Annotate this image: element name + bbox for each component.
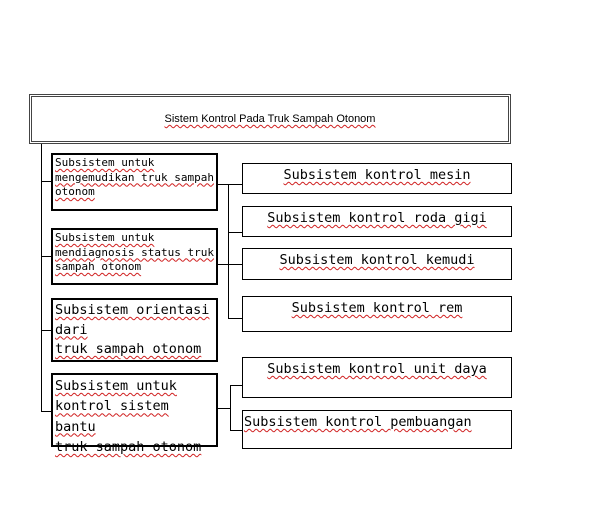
left-box-line: kontrol sistem bantu	[55, 398, 169, 435]
right-box-label: Subsistem kontrol unit daya	[267, 361, 487, 377]
left-box-mengemudikan	[51, 153, 218, 211]
connector-group2-in	[217, 408, 230, 409]
connector-group1-vertical	[228, 184, 229, 319]
left-box-orientasi	[51, 298, 218, 362]
connector-to-unit-daya	[230, 385, 242, 386]
left-box-line: otonom	[55, 185, 95, 199]
right-box-label: Subsistem kontrol pembuangan	[244, 414, 472, 430]
connector-group1-out	[217, 184, 228, 185]
left-box-line: Subsistem untuk	[55, 231, 155, 244]
left-box-line: truk sampah otonom	[55, 438, 202, 455]
left-box-line: sampah otonom	[55, 260, 142, 274]
right-box-kemudi	[242, 248, 512, 280]
diagram-title: Sistem Kontrol Pada Truk Sampah Otonom	[164, 113, 376, 125]
diagram-title-box	[29, 94, 511, 144]
right-box-rem	[242, 296, 512, 332]
right-box-roda-gigi	[242, 206, 512, 237]
connector-group1-top-jog	[228, 184, 242, 185]
left-box-line: mendiagnosis status truk	[55, 245, 214, 259]
left-box-line: Subsistem orientasi	[55, 302, 210, 318]
left-box-mendiagnosis	[51, 228, 218, 285]
connector-to-rem	[228, 318, 242, 319]
right-box-unit-daya	[242, 357, 512, 398]
connector-group2-vertical	[230, 385, 231, 430]
left-box-line: mengemudikan truk sampah	[55, 170, 214, 184]
left-box-line: truk sampah otonom	[55, 341, 202, 358]
right-box-mesin	[242, 163, 512, 194]
connector-to-kemudi	[217, 264, 242, 265]
trunk-line	[41, 144, 42, 412]
left-box-sistem-bantu	[51, 373, 218, 455]
right-box-label: Subsistem kontrol rem	[291, 300, 463, 316]
right-box-label: Subsistem kontrol roda gigi	[267, 210, 487, 226]
right-box-label: Subsistem kontrol kemudi	[279, 252, 475, 268]
left-box-line: Subsistem untuk	[55, 156, 155, 169]
left-box-line: dari	[55, 321, 88, 338]
left-box-line: Subsistem untuk	[55, 378, 177, 394]
right-box-pembuangan	[242, 410, 512, 449]
right-box-label: Subsistem kontrol mesin	[283, 167, 471, 183]
connector-to-roda-gigi	[228, 232, 242, 233]
connector-to-pembuangan	[230, 430, 242, 431]
